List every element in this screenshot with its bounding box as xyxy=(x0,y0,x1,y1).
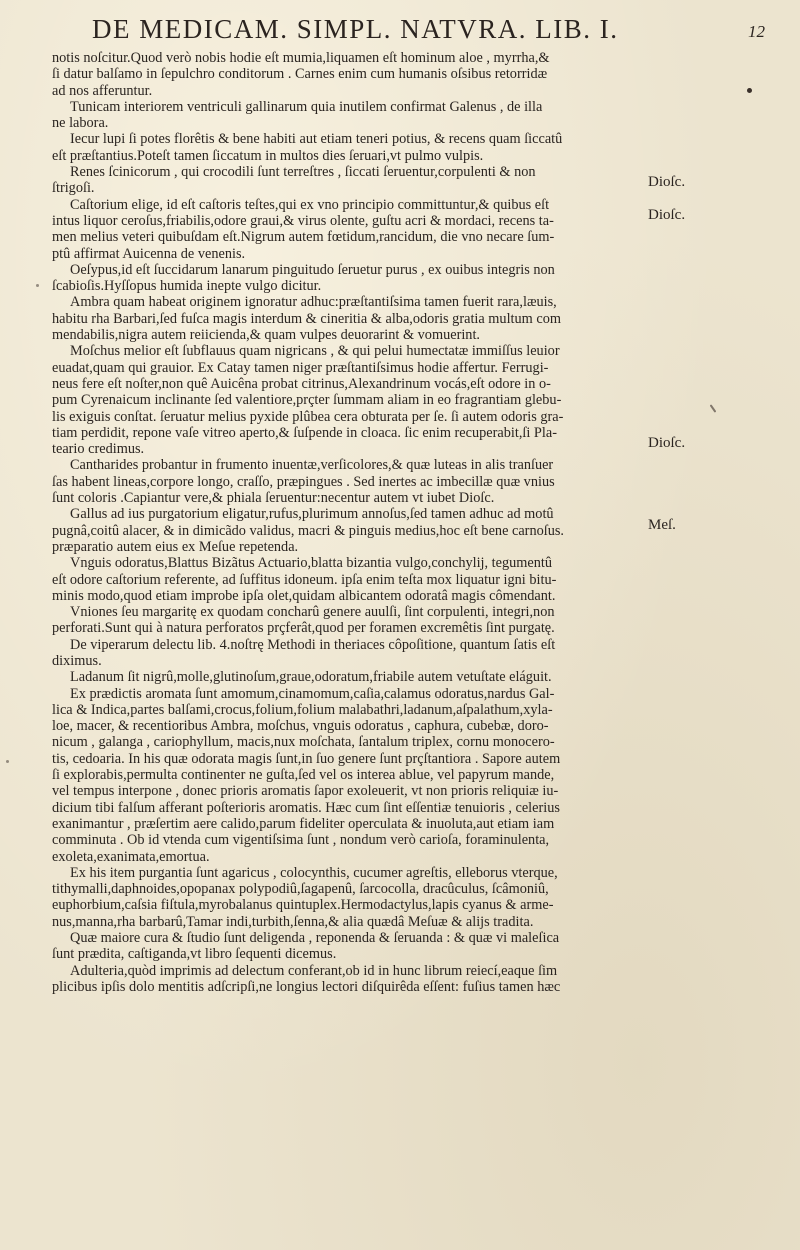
margin-note: Dioſc. xyxy=(648,435,686,452)
text-line: mendabilis,nigra autem reiicienda,& quam vulpes deuorarint & vomuerint. xyxy=(52,327,480,344)
text-line: tiam perdidit, repone vaſe vitreo aperto,& ſuſpende in cloaca. ſic enim recuperabit,ſi Pla- xyxy=(52,424,557,441)
text-line: nicum , galanga , cariophyllum, macis,nux moſchata, ſantalum triplex, cornu monocero- xyxy=(52,734,555,751)
text-line: neus fere eſt noſter,non quê Auicêna probat citrinus,Alexandrinum vocás,eſt odore in o- xyxy=(52,375,551,392)
text-line: intus liquor ceroſus,friabilis,odore graui,& virus olente, guſtu acri & mordaci, recens ta- xyxy=(52,212,554,229)
text-line: Cantharides probantur in frumento inuentæ,verſicolores,& quæ luteas in alis tranſuer xyxy=(70,457,554,474)
ink-speck xyxy=(747,88,752,93)
text-line: nus,manna,rha barbarû,Tamar indi,turbith,ſenna,& alia quædâ Meſuæ & alijs tradita. xyxy=(52,913,534,930)
text-line: præparatio autem eius ex Meſue repetenda. xyxy=(52,538,299,555)
text-line: Caſtorium elige, id eſt caſtoris teſtes,qui ex vno principio committuntur,& quibus eſt xyxy=(70,196,550,213)
text-line: ne labora. xyxy=(52,115,109,132)
text-line: pum Cyrenaicum inclinante ſed valentiore,prçter ſummam aliam in eo fragrantiam glebu- xyxy=(52,392,562,409)
text-line: notis noſcitur.Quod verò nobis hodie eſt mumia,liquamen eſt hominum aloe , myrrha,& xyxy=(52,50,550,66)
text-line: tithymalli,daphnoides,opopanax polypodiû,ſagapenû, ſarcocolla, dracûculus, ſcâmoniû, xyxy=(52,881,549,898)
text-line: Renes ſcinicorum , qui crocodili ſunt terreſtres , ſiccati ſeruentur,corpulenti & non xyxy=(70,164,536,181)
text-line: pugnâ,coitû alacer, & in dimicãdo validus, macri & pinguis medius,hoc eſt bene carnoſus. xyxy=(52,522,564,539)
text-line: men melius veteri quibuſdam eſt.Nigrum autem fœtidum,rancidum, die vno necare ſum- xyxy=(52,229,555,246)
text-line: ptû affirmat Auicenna de venenis. xyxy=(52,245,246,262)
ink-speck xyxy=(710,404,717,413)
text-line: Oeſypus,id eſt ſuccidarum lanarum pinguitudo ſeruetur purus , ex ouibus integris non xyxy=(70,261,555,278)
text-line: dicium tibi falſum afferant poſterioris aromatis. Hæc cum ſint eſſentiæ tenuioris , celerius xyxy=(52,799,560,816)
text-line: plicibus ipſis dolo mentitis adſcripſi,ne longius lectori diſquirêda eſſent: fuſius tamen hæc xyxy=(52,978,561,995)
text-line: comminuta . Ob id vtenda cum vigentiſsima ſunt , nondum verò carioſa, foraminulenta, xyxy=(52,832,550,849)
text-line: eſt odore caſtorium referente, ad ſuffitus idoneum. ipſa enim teſta mox liquatur igni bitu- xyxy=(52,571,557,588)
text-line: exanimantur , præſertim aere calido,parum fideliter operculata & inuoluta,aut etiam iam xyxy=(52,815,555,832)
text-line: ſcabioſis.Hyſſopus humida inepte vulgo dicitur. xyxy=(52,278,322,295)
text-line: lis exiguis conſtat. ſeruatur melius pyxide plûbea cera obturata per ſe. ſi autem odoris gra- xyxy=(52,408,564,425)
text-line: vel tempus interpone , donec prioris aromatis ſapor exoleuerit, vt non prioris reliquiæ iu- xyxy=(52,783,559,800)
text-line: lica & Indica,partes balſami,crocus,folium,folium malabathri,ladanum,aſpalathum,xyla- xyxy=(52,701,553,718)
text-line: ſunt coloris .Capiantur vere,& phiala ſeruentur:necentur autem vt iubet Dioſc. xyxy=(52,490,495,507)
text-line: Moſchus melior eſt ſubflauus quam nigricans , & qui pelui humectatæ immiſſus leuior xyxy=(70,343,560,360)
text-line: ſtrigoſi. xyxy=(52,180,95,197)
text-line: eſt præſtantius.Poteſt tamen ſiccatum in multos dies ſeruari,vt pulmo vulpis. xyxy=(52,147,484,164)
text-line: Ex prædictis aromata ſunt amomum,cinamomum,caſia,calamus odoratus,nardus Gal- xyxy=(70,685,555,702)
text-line: exoleta,exanimata,emortua. xyxy=(52,848,210,865)
text-line: Ladanum ſit nigrû,molle,glutinoſum,graue,odoratum,friabile autem vetuſtate eláguit. xyxy=(70,669,552,686)
page-number: 12 xyxy=(748,22,765,41)
text-line: perforati.Sunt qui à natura perforatos prçferât,quod per foramen excremêtis ſint purgatę. xyxy=(52,620,555,637)
text-line: ſas habent lineas,corpore longo, craſſo, præpingues . Sed inertes ac imbecillæ quæ vnius xyxy=(52,473,555,490)
text-line: Iecur lupi ſi potes florêtis & bene habiti aut etiam teneri potius, & recens quam ſiccatû xyxy=(70,131,563,148)
text-line: loe, macer, & recentioribus Ambra, moſchus, vnguis odoratus , caphura, cubebæ, doro- xyxy=(52,718,549,735)
text-line: ſi datur balſamo in ſepulchro conditorum . Carnes enim cum humanis oſsibus retorridæ xyxy=(52,66,548,83)
margin-note: Dioſc. xyxy=(648,174,686,191)
text-line: euadat,quam qui grauior. Ex Catay tamen niger præſtantiſsimus hodie affertur. Ferrugi- xyxy=(52,359,549,376)
text-line: Vnguis odoratus,Blattus Bizãtus Actuario,blatta bizantia vulgo,conchylij, tegumentû xyxy=(70,555,553,572)
ink-speck xyxy=(6,760,9,763)
text-line: ad nos afferuntur. xyxy=(52,82,153,99)
text-line: euphorbium,caſsia fiſtula,myrobalanus quintuplex.Hermodactylus,lapis cyanus & arme- xyxy=(52,897,554,914)
text-line: ſunt prædita, caſtiganda,vt libro ſequenti dicemus. xyxy=(52,946,337,963)
text-line: Quæ maiore cura & ſtudio ſunt deligenda , reponenda & ſeruanda : & quæ vi maleſica xyxy=(70,930,560,947)
text-line: habitu rha Barbari,ſed fuſca magis interdum & cineritia & alba,odoris gratia multum com xyxy=(52,310,561,327)
text-line: Gallus ad ius purgatorium eligatur,rufus,plurimum annoſus,ſed tamen adhuc ad motû xyxy=(70,506,554,523)
text-line: Vniones ſeu margaritę ex quodam concharû genere auulſi, ſint corpulenti, integri,non xyxy=(70,604,555,621)
text-line: Tunicam interiorem ventriculi gallinarum quia inutilem confirmat Galenus , de illa xyxy=(70,98,543,115)
text-line: diximus. xyxy=(52,652,102,669)
text-line: tis, cedoaria. In his quæ odorata magis ſunt,in ſuo genere ſunt prçſtantiora . Sapore autem xyxy=(52,750,561,767)
text-line: ſi explorabis,permulta continenter ne guſta,ſed vel os interea ablue, vel papyrum mande, xyxy=(52,767,555,784)
text-line: Adulteria,quòd imprimis ad delectum conferant,ob id in hunc librum reiecí,eaque ſim xyxy=(70,962,558,979)
text-line: De viperarum delectu lib. 4.noſtrę Methodi in theriaces côpoſitione, quantum ſatis eſt xyxy=(70,636,556,653)
margin-note: Dioſc. xyxy=(648,207,686,223)
ink-speck xyxy=(36,284,39,287)
margin-note: Meſ. xyxy=(648,516,676,533)
text-line: Ambra quam habeat originem ignoratur adhuc:præſtantiſsima tamen fuerit rara,læuis, xyxy=(70,294,557,311)
text-line: teario credimus. xyxy=(52,441,145,458)
running-title: DE MEDICAM. SIMPL. NATVRA. LIB. I. xyxy=(92,14,619,44)
body-text xyxy=(52,50,642,995)
text-line: Ex his item purgantia ſunt agaricus , colocynthis, cucumer agreſtis, elleborus vterque, xyxy=(70,864,558,881)
text-line: minis modo,quod etiam improbe ipſa olet,quidam albicantem odoratâ magis cômendant. xyxy=(52,587,556,604)
